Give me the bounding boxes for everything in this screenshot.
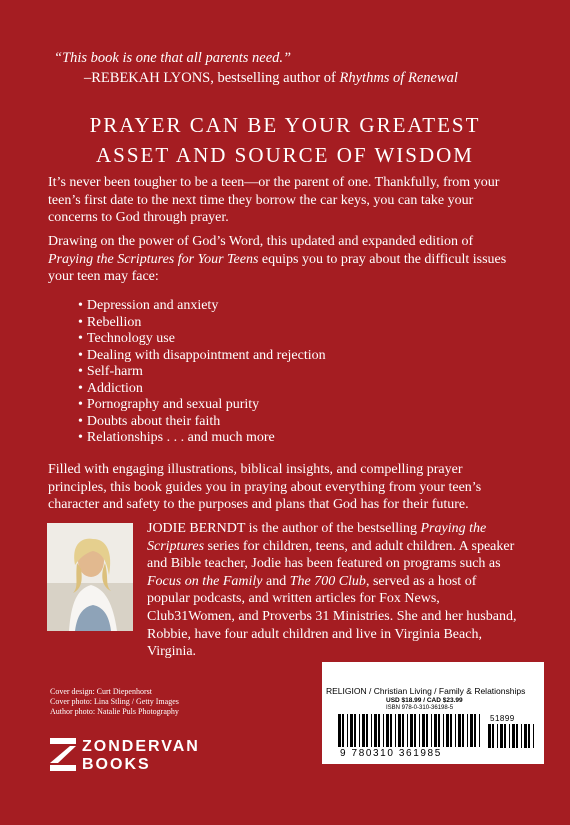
list-item: • Pornography and sexual purity <box>78 397 326 414</box>
bisac-category: RELIGION / Christian Living / Family & Relationships <box>326 686 526 696</box>
list-item: • Depression and anxiety <box>78 298 326 315</box>
list-item: • Rebellion <box>78 315 326 332</box>
author-name: JODIE BERNDT <box>147 521 246 536</box>
list-item: • Doubts about their faith <box>78 414 326 431</box>
bio-text: is the author of the bestselling <box>245 521 421 536</box>
bio-text: and <box>262 573 290 589</box>
list-item: • Self-harm <box>78 364 326 381</box>
headline-line-2: ASSET AND SOURCE OF WISDOM <box>96 143 474 167</box>
quote-attribution <box>54 68 534 88</box>
headline-line-1: PRAYER CAN BE YOUR GREATEST <box>89 113 481 137</box>
headline <box>0 110 570 170</box>
author-photo <box>47 523 133 631</box>
quote-text: “This book is one that all parents need.” <box>54 50 292 66</box>
program-title: Focus on the Family <box>147 573 263 589</box>
bio-text: series for children, teens, and adult children. A speaker and Bible teacher, Jodie has been featured on programs such as <box>147 538 515 572</box>
description-before: Drawing on the power of God’s Word, this updated and expanded edition of <box>48 234 474 249</box>
barcode-label <box>322 662 544 764</box>
addon-digits: 51899 <box>490 714 515 723</box>
list-item: • Technology use <box>78 331 326 348</box>
credit-line: Author photo: Natalie Puls Photography <box>50 707 179 716</box>
closing-paragraph: Filled with engaging illustrations, biblical insights, and compelling prayer principles, this book guides you in praying about everything from your teen’s character and safety to the purposes and plans that God has for their future. <box>48 462 482 512</box>
series-title: Praying the Scriptures <box>147 521 487 554</box>
list-item: • Dealing with disappointment and rejection <box>78 348 326 365</box>
list-item: • Relationships . . . and much more <box>78 430 326 447</box>
cover-credits <box>50 687 179 717</box>
publisher-name-line-1: ZONDERVAN <box>82 738 200 755</box>
attribution-book-title: Rhythms of Renewal <box>339 70 458 86</box>
description-paragraph <box>48 233 518 286</box>
book-title: Praying the Scriptures for Your Teens <box>48 251 259 267</box>
bio-text: , served as a host of popular podcasts, and written articles for Fox News, Club31Women, and Proverbs 31 Ministries. She and her husband, Robbie, have four adult children and live in Virginia Beach, Virginia. <box>147 573 517 660</box>
intro-paragraph: It’s never been tougher to be a teen—or the parent of one. Thankfully, from your teen’s first date to the next time they borrow the car keys, you can take your concerns to God through prayer. <box>48 175 500 225</box>
isbn-digits: 9 780310 361985 <box>340 748 442 759</box>
publisher-name-line-2: BOOKS <box>82 756 151 773</box>
endorsement-quote <box>54 48 534 88</box>
publisher-name <box>82 738 200 774</box>
credit-line: Cover photo: Lina Stling / Getty Images <box>50 697 179 706</box>
isbn-text: ISBN 978-0-310-36198-5 <box>386 705 454 711</box>
issues-list <box>78 298 326 447</box>
program-title: The 700 Club <box>289 573 366 589</box>
price: USD $18.99 / CAD $23.99 <box>386 697 463 704</box>
zondervan-mark-icon <box>50 737 76 773</box>
description-after: equips you to pray about the difficult issues your teen may face: <box>48 251 507 284</box>
list-item: • Addiction <box>78 381 326 398</box>
author-bio <box>147 520 517 661</box>
credit-line: Cover design: Curt Diepenhorst <box>50 687 152 696</box>
attribution-name: –REBEKAH LYONS, bestselling author of <box>84 70 340 86</box>
